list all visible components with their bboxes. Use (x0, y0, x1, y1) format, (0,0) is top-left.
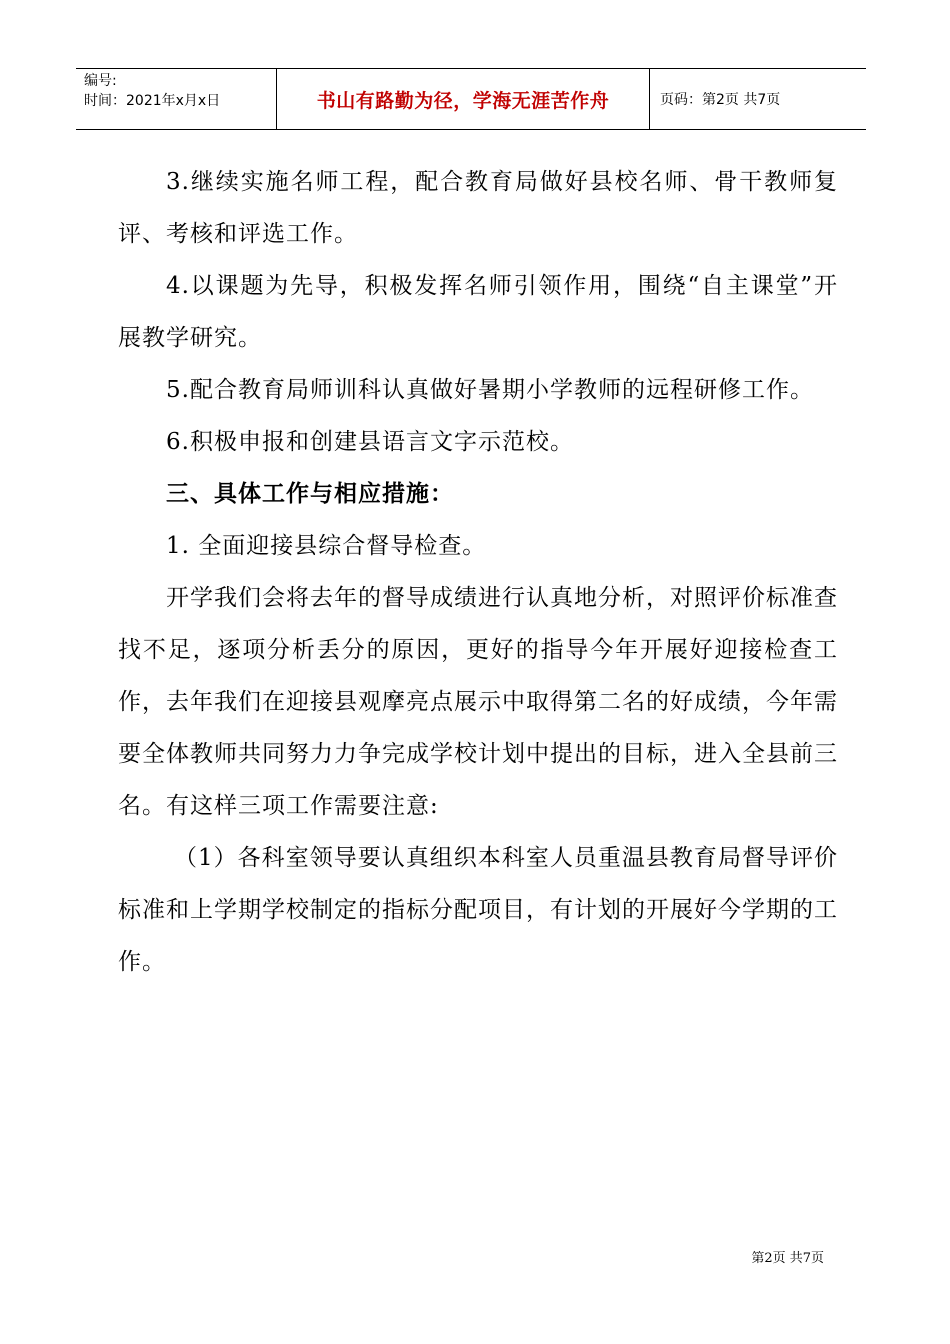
number-label: 编号: (84, 73, 117, 89)
header-meta (84, 71, 274, 111)
header-page-label: 页码：第2页 共7页 (660, 92, 781, 108)
paragraph-sub-item-1: （1）各科室领导要认真组织本科室人员重温县教育局督导评价标准和上学期学校制定的指标分配项目，有计划的开展好今学期的工作。 (118, 845, 838, 975)
paragraph-item-4: 4.以课题为先导，积极发挥名师引领作用，围绕“自主课堂”开展教学研究。 (118, 273, 838, 351)
paragraph-item-3: 3.继续实施名师工程，配合教育局做好县校名师、骨干教师复评、考核和评选工作。 (118, 169, 838, 247)
paragraph-body: 开学我们会将去年的督导成绩进行认真地分析，对照评价标准查找不足，逐项分析丢分的原因，更好的指导今年开展好迎接检查工作，去年我们在迎接县观摩亮点展示中取得第二名的好成绩，今年需要全体教师共同努力力争完成学校计划中提出的目标，进入全县前三名。有这样三项工作需要注意: (118, 585, 838, 819)
section-heading: 三、具体工作与相应措施： (166, 481, 454, 507)
subsection-heading: 1. 全面迎接县综合督导检查。 (166, 533, 487, 559)
page-header (76, 68, 866, 130)
page-footer: 第2页 共7页 (751, 1251, 824, 1266)
header-motto: 书山有路勤为径，学海无涯苦作舟 (276, 69, 650, 129)
paragraph-item-5: 5.配合教育局师训科认真做好暑期小学教师的远程研修工作。 (166, 377, 814, 403)
document-body (118, 156, 838, 988)
time-label: 时间：2021年x月x日 (84, 93, 221, 109)
paragraph-item-6: 6.积极申报和创建县语言文字示范校。 (166, 429, 574, 455)
